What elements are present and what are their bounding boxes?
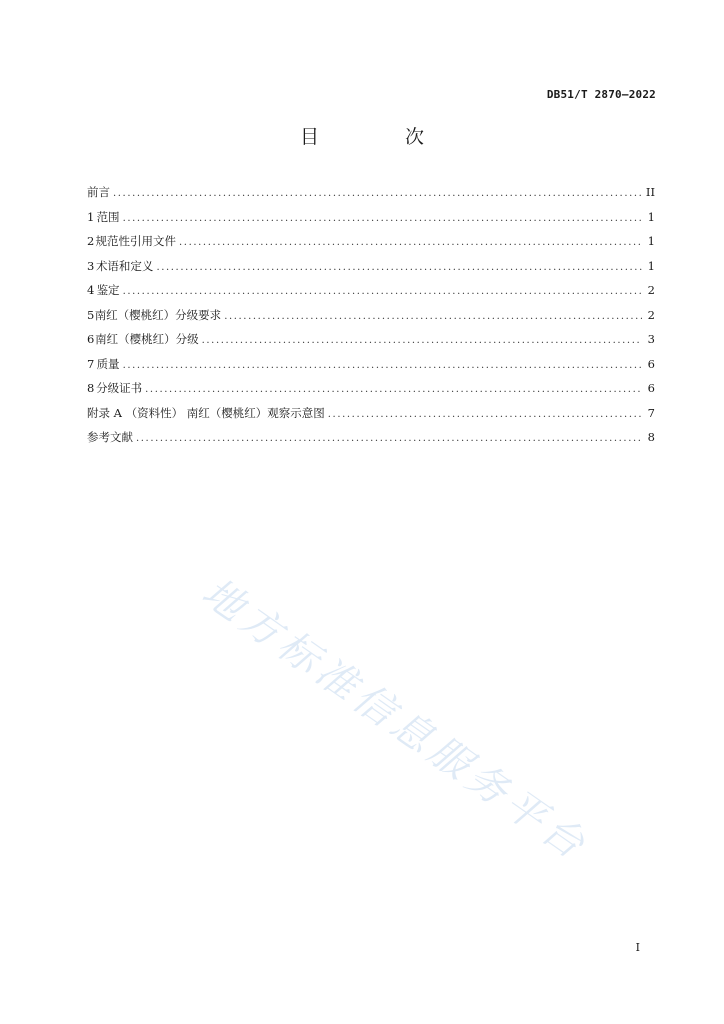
toc-dot-leader (202, 335, 642, 346)
toc-entry-label: 范围 (96, 209, 120, 224)
toc-entry-page: 1 (647, 209, 655, 224)
toc-entry-label: 前言 (87, 185, 110, 199)
toc-entry-page: 7 (647, 405, 655, 420)
toc-entry-label: 术语和定义 (95, 258, 154, 273)
toc-entry-label: 南红（樱桃红）分级 (95, 332, 199, 346)
toc-dot-leader (145, 384, 642, 395)
toc-entry-appendix-a[interactable] (87, 405, 655, 430)
toc-entry-bibliography[interactable] (87, 429, 655, 454)
toc-entry-number: 6 (87, 332, 95, 346)
table-of-contents (87, 184, 655, 454)
toc-entry-foreword[interactable] (87, 184, 655, 209)
toc-entry-page: 1 (647, 234, 655, 248)
toc-entry-identification[interactable] (87, 282, 655, 307)
toc-dot-leader (113, 188, 642, 199)
toc-dot-leader (224, 311, 642, 322)
toc-entry-label: 附录 A （资料性） 南红（樱桃红）观察示意图 (87, 405, 325, 420)
toc-entry-scope[interactable] (87, 209, 655, 234)
standard-code: DB51/T 2870—2022 (546, 88, 656, 101)
toc-dot-leader (179, 237, 642, 248)
toc-entry-label: 南红（樱桃红）分级要求 (94, 307, 222, 322)
toc-entry-number: 7 (87, 356, 95, 371)
toc-entry-grading-requirements[interactable] (87, 307, 655, 332)
toc-dot-leader (123, 360, 642, 371)
toc-entry-grading-certificate[interactable] (87, 380, 655, 405)
toc-entry-label: 鉴定 (96, 283, 120, 297)
toc-entry-label: 质量 (96, 356, 120, 371)
toc-entry-quality[interactable] (87, 356, 655, 381)
toc-entry-label: 规范性引用文件 (95, 234, 177, 248)
toc-entry-page: 3 (647, 332, 655, 346)
toc-entry-page: II (645, 185, 655, 199)
toc-entry-grading[interactable] (87, 331, 655, 356)
toc-entry-terms-definitions[interactable] (87, 258, 655, 283)
toc-dot-leader (136, 433, 642, 444)
toc-entry-label: 参考文献 (87, 430, 133, 444)
toc-entry-page: 6 (647, 381, 655, 395)
toc-entry-number: 5 (87, 307, 95, 322)
toc-entry-normative-references[interactable] (87, 233, 655, 258)
toc-entry-number: 3 (87, 258, 95, 273)
toc-entry-label: 分级证书 (96, 381, 143, 395)
toc-entry-number: 1 (87, 209, 95, 224)
toc-entry-page: 8 (647, 430, 655, 444)
toc-dot-leader (123, 286, 642, 297)
page-title: 目 次 (299, 126, 465, 148)
toc-entry-number: 8 (87, 381, 95, 395)
page-number: I (635, 941, 640, 954)
toc-entry-page: 1 (647, 258, 655, 273)
toc-dot-leader (156, 262, 642, 273)
toc-entry-page: 2 (647, 307, 655, 322)
toc-entry-page: 2 (647, 283, 655, 297)
watermark: 地方标准信息服务平台 (193, 569, 597, 871)
toc-dot-leader (123, 213, 642, 224)
toc-entry-page: 6 (647, 356, 655, 371)
toc-entry-number: 2 (87, 234, 95, 248)
toc-dot-leader (328, 409, 642, 420)
toc-entry-number: 4 (87, 283, 95, 297)
